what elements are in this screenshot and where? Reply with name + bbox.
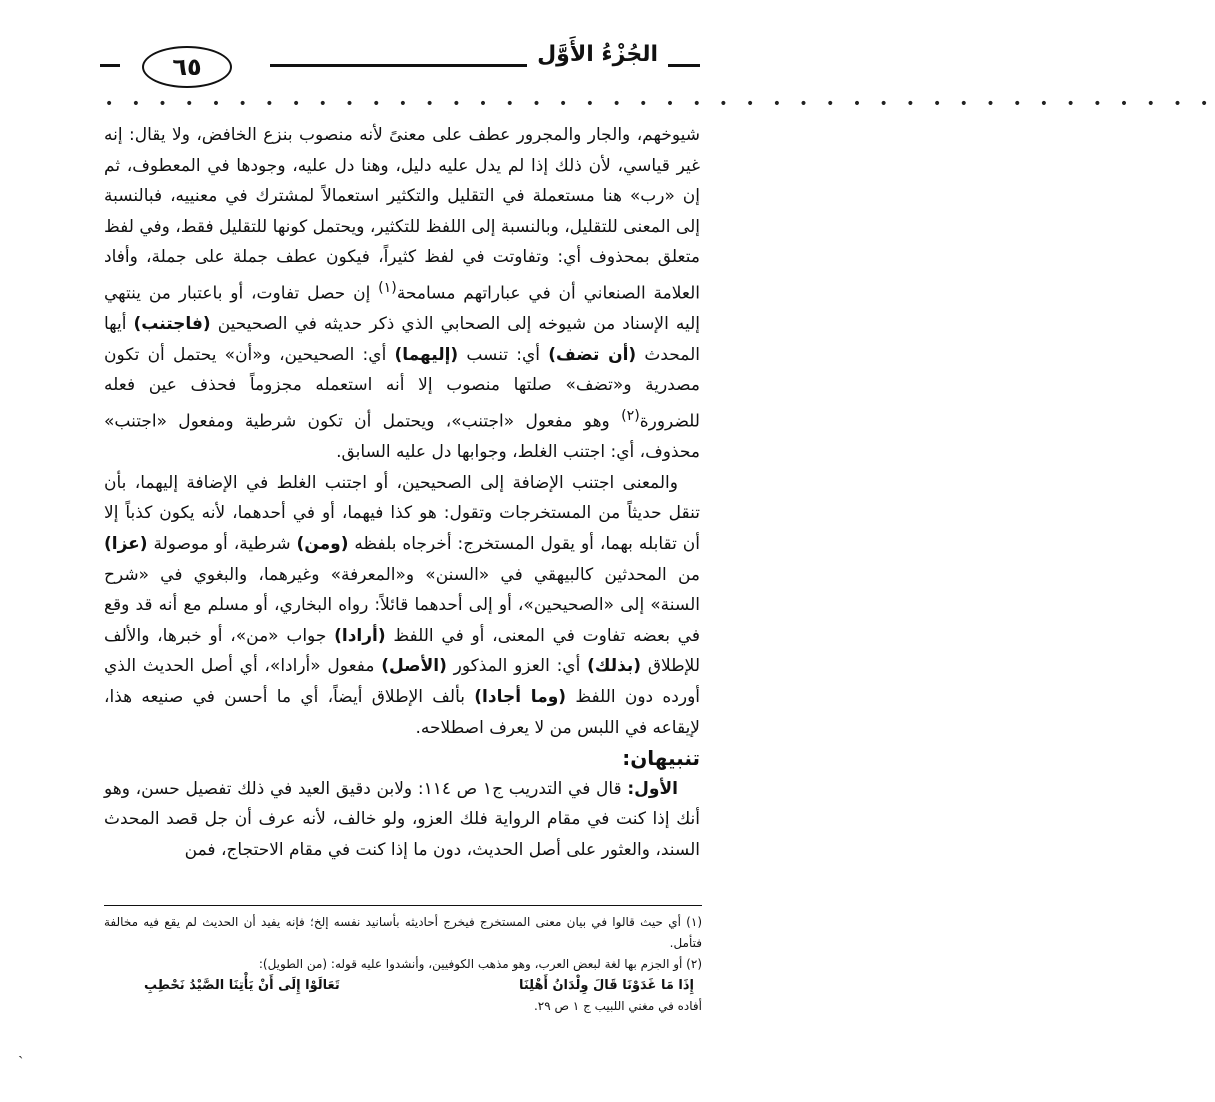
- footnote-ref-1: (١): [378, 279, 397, 296]
- footnote-2: (٢) أو الجزم بها لغة لبعض العرب، وهو مذهب الكوفيين، وأنشدوا عليه قوله: (من الطويل):: [258, 957, 702, 971]
- verse-second-hemistich: تَعَالَوْا إِلَى أَنْ يَأْتِنَا الصَّيْدُ نَحْطِبِ: [144, 978, 340, 993]
- paragraph-2: والمعنى اجتنب الإضافة إلى الصحيحين، أو اجتنب الغلط في الإضافة إليهما، بأن تنقل حديثاً من المستخرجات وتقول: هو كذا فيهما، أو في أحدهما، لأنه يكون كذباً إلا أن تقابله بهما، أو يقول المستخرج: أخرجاه بلفظه (ومن) شرطية، أو موصولة (عزا) من المحدثين كالبيهقي في «السنن» و«المعرفة» وغيرهما، والبغوي في «شرح السنة» إلى «الصحيحين»، أو إلى أحدهما قائلاً: رواه البخاري، أو مسلم مع أنه قد وقع في بعضه تفاوت في المعنى، أو في اللفظ (أرادا) جواب «من»، أو خبرها، والألف للإطلاق (بذلك) أي: العزو المذكور (الأصل) مفعول «أرادا»، أي أصل الحديث الذي أورده دون اللفظ (وما أجادا) بألف الإطلاق أيضاً، أي ما أحسن في صنيعه هذا، لإيقاعه في اللبس من لا يعرف اصطلاحه.: [104, 472, 701, 738]
- page-number: ٦٥: [142, 46, 232, 88]
- margin-mark: ˎ: [18, 1040, 24, 1059]
- footnotes: [104, 912, 702, 1017]
- paragraph-3: الأول: قال في التدريب ج١ ص ١١٤: ولابن دقيق العيد في ذلك تفصيل حسن، وهو أنك إذا كنت في مقام الرواية فلك العزو، ولو خالف، لأنه عرف أن جل قصد المحدث السند، والعثور على أصل الحديث، دون ما إذا كنت في مقام الاحتجاج، فمن: [104, 778, 700, 860]
- footnote-1: (١) أي حيث قالوا في بيان معنى المستخرج فيخرج أحاديثه بأسانيد نفسه إلخ؛ فإنه يفيد أن الحديث لم يقع فيه مخالفة فتأمل.: [104, 915, 702, 950]
- section-heading: تنبيهان:: [622, 746, 700, 771]
- dotted-divider: • • • • • • • • • • • • • • • • • • • • • • • • • • • • • • • • • • • • • • • • • •: [105, 96, 1215, 112]
- verse-first-hemistich: إِذَا مَا غَدَوْنَا قَالَ وِلْدَانُ أَهْلِنَا: [518, 978, 694, 993]
- footnote-rule: [104, 905, 702, 906]
- paragraph-1: شيوخهم، والجار والمجرور عطف على معنىً لأنه منصوب بنزع الخافض، ولا يقال: إنه غير قياسي، لأن ذلك إذا لم يدل عليه دليل، وهنا دل عليه، وجودها في المعطوف، ثم إن «رب» هنا مستعملة في التقليل والتكثير استعمالاً لمشترك في معنييه، فبالنسبة إلى المعنى للتقليل، وبالنسبة إلى اللفظ للتكثير، ويحتمل كونها للتقليل فقط، وفي لفظ متعلق بمحذوف أي: وتفاوتت في لفظ كثيراً، فيكون عطف جملة على جملة، وأفاد العلامة الصنعاني أن في عباراتهم مسامحة$^{(١)}$ إن حصل تفاوت، أو باعتبار من ينتهي إليه الإسناد من شيوخه إلى الصحابي الذي ذكر حديثه في الصحيحين (فاجتنب) أيها المحدث (أن تضف) أي: تنسب (إليهما) أي: الصحيحين، و«أن» يحتمل أن تكون مصدرية و«تضف» صلتها منصوب إلا أنه استعمله مجزوماً فحذف عين فعله للضرورة$^{(٢)}$ وهو مفعول «اجتنب»، ويحتمل أن تكون شرطية ومفعول «اجتنب» محذوف، أي: اجتنب الغلط، وجوابها دل عليه السابق.: [104, 125, 701, 463]
- running-title: الجُزْءُ الأَوَّل: [527, 42, 668, 67]
- page-number-holder: [120, 40, 270, 88]
- poem-verse: [104, 975, 702, 996]
- page-header: [100, 28, 700, 92]
- main-text: [104, 120, 700, 866]
- footnote-ref-2: (٢): [621, 408, 640, 424]
- footnote-2-source: أفاده في مغني اللبيب ج ١ ص ٢٩.: [533, 999, 702, 1013]
- paragraph-3-label: الأول:: [627, 778, 678, 799]
